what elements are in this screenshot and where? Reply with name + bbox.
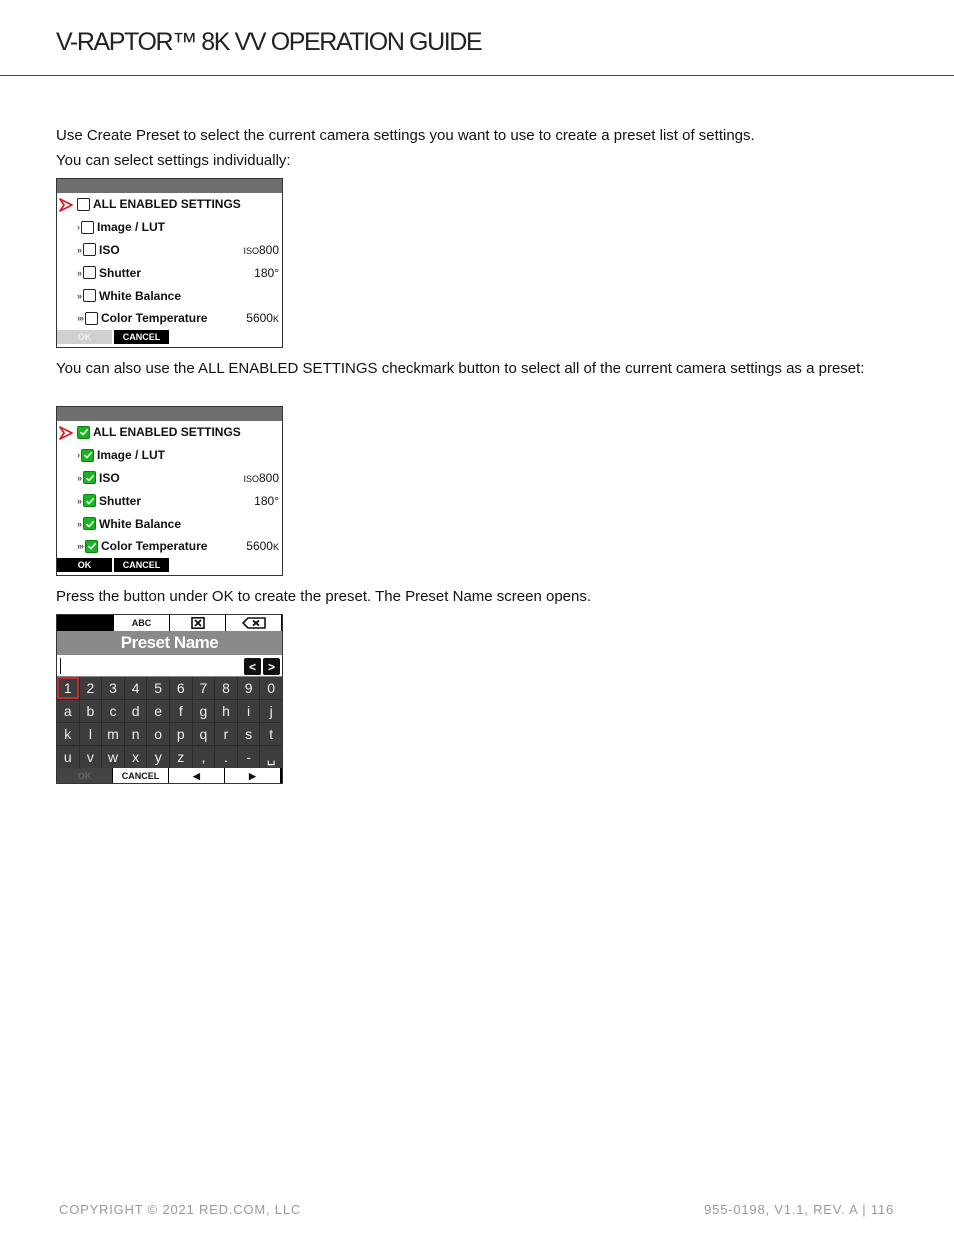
setting-row[interactable] bbox=[57, 421, 282, 444]
keyboard-key[interactable]: f bbox=[170, 700, 192, 722]
preset-name-input[interactable] bbox=[57, 655, 282, 677]
keyboard-key[interactable]: - bbox=[238, 746, 260, 768]
setting-value: 5600K bbox=[246, 311, 279, 326]
ok-button[interactable]: OK bbox=[57, 330, 112, 344]
arrow-right-button[interactable]: ▶ bbox=[225, 768, 280, 784]
keyboard-key[interactable]: d bbox=[125, 700, 147, 722]
keyboard-key[interactable]: 3 bbox=[102, 677, 124, 699]
keyboard-key[interactable]: 8 bbox=[215, 677, 237, 699]
keyboard-key[interactable]: p bbox=[170, 723, 192, 745]
checkmark-icon bbox=[87, 541, 97, 551]
indent-chevron-icon: › bbox=[77, 450, 79, 461]
keyboard-key[interactable]: l bbox=[80, 723, 102, 745]
keyboard-key[interactable]: 5 bbox=[147, 677, 169, 699]
keyboard-top-bar bbox=[57, 615, 282, 631]
setting-value: 5600K bbox=[246, 539, 279, 554]
abc-button[interactable]: ABC bbox=[114, 615, 169, 631]
keyboard-key[interactable]: z bbox=[170, 746, 192, 768]
keyboard-key[interactable]: y bbox=[147, 746, 169, 768]
setting-row[interactable] bbox=[57, 284, 282, 307]
cancel-button[interactable]: CANCEL bbox=[114, 558, 169, 572]
keyboard-key[interactable]: k bbox=[57, 723, 79, 745]
setting-checkbox[interactable] bbox=[83, 266, 96, 279]
indent-chevron-icon: ››› bbox=[77, 541, 83, 552]
screen-top-bar bbox=[57, 407, 282, 421]
setting-checkbox[interactable] bbox=[83, 517, 96, 530]
indent-chevron-icon: ››› bbox=[77, 313, 83, 324]
setting-row[interactable] bbox=[57, 467, 282, 490]
footer-copyright: COPYRIGHT © 2021 RED.COM, LLC bbox=[59, 1202, 302, 1217]
keyboard-key[interactable]: 0 bbox=[260, 677, 282, 699]
cancel-button[interactable]: CANCEL bbox=[113, 768, 168, 784]
clear-button[interactable] bbox=[170, 615, 225, 631]
indent-chevron-icon: ›› bbox=[77, 267, 81, 278]
intro-paragraph: Use Create Preset to select the current camera settings you want to use to create a preset list of settings. bbox=[56, 127, 755, 144]
checkmark-icon bbox=[85, 496, 95, 506]
setting-value: ISO800 bbox=[243, 242, 279, 257]
setting-checkbox[interactable] bbox=[81, 449, 94, 462]
indent-chevron-icon: ›› bbox=[77, 495, 81, 506]
keyboard-key[interactable]: ␣ bbox=[260, 746, 282, 768]
setting-checkbox[interactable] bbox=[85, 312, 98, 325]
checkmark-icon bbox=[83, 450, 93, 460]
arrow-left-button[interactable]: ◀ bbox=[169, 768, 224, 784]
setting-label: Shutter bbox=[99, 265, 141, 280]
backspace-icon bbox=[242, 617, 266, 629]
create-preset-screen-individual bbox=[56, 178, 283, 348]
setting-value: 180° bbox=[254, 265, 279, 280]
setting-checkbox[interactable] bbox=[77, 198, 90, 211]
cursor-left-button[interactable]: < bbox=[244, 658, 261, 675]
keyboard-key[interactable]: e bbox=[147, 700, 169, 722]
keyboard-key[interactable]: . bbox=[215, 746, 237, 768]
all-enabled-paragraph: You can also use the ALL ENABLED SETTINGS checkmark button to select all of the current camera settings as a preset: bbox=[56, 360, 865, 377]
keyboard-key[interactable]: w bbox=[102, 746, 124, 768]
setting-row[interactable] bbox=[57, 239, 282, 262]
setting-label: ISO bbox=[99, 242, 120, 257]
preset-name-screen bbox=[56, 614, 283, 784]
setting-label: ISO bbox=[99, 470, 120, 485]
screen-bottom-bar bbox=[57, 558, 282, 572]
keyboard-key[interactable]: a bbox=[57, 700, 79, 722]
setting-checkbox[interactable] bbox=[83, 289, 96, 302]
keyboard-key[interactable]: 2 bbox=[80, 677, 102, 699]
setting-checkbox[interactable] bbox=[81, 221, 94, 234]
cancel-button[interactable]: CANCEL bbox=[114, 330, 169, 344]
indent-chevron-icon: ›› bbox=[77, 518, 81, 529]
setting-label: Image / LUT bbox=[97, 220, 166, 235]
keyboard-key[interactable]: 1 bbox=[57, 677, 79, 699]
footer-doc-info: 955-0198, V1.1, REV. A | 116 bbox=[704, 1202, 894, 1217]
backspace-button[interactable] bbox=[226, 615, 281, 631]
keyboard-key[interactable]: b bbox=[80, 700, 102, 722]
setting-label: White Balance bbox=[99, 516, 182, 531]
setting-row[interactable] bbox=[57, 216, 282, 239]
checkmark-icon bbox=[79, 427, 89, 437]
ok-button[interactable]: OK bbox=[57, 558, 112, 572]
indent-chevron-icon: ›› bbox=[77, 290, 81, 301]
setting-row[interactable] bbox=[57, 489, 282, 512]
keyboard-key[interactable]: m bbox=[102, 723, 124, 745]
setting-label: ALL ENABLED SETTINGS bbox=[93, 197, 241, 212]
setting-row[interactable] bbox=[57, 444, 282, 467]
setting-checkbox[interactable] bbox=[83, 494, 96, 507]
keyboard-key[interactable]: 4 bbox=[125, 677, 147, 699]
selection-pointer-icon bbox=[59, 426, 73, 440]
keyboard-key[interactable]: v bbox=[80, 746, 102, 768]
setting-row[interactable] bbox=[57, 193, 282, 216]
setting-label: Image / LUT bbox=[97, 448, 166, 463]
preset-name-title: Preset Name bbox=[57, 631, 282, 655]
selection-pointer-icon bbox=[59, 198, 73, 212]
setting-checkbox[interactable] bbox=[85, 540, 98, 553]
checkmark-icon bbox=[85, 519, 95, 529]
checkmark-icon bbox=[85, 473, 95, 483]
keyboard-keys bbox=[57, 677, 282, 768]
setting-label: White Balance bbox=[99, 288, 182, 303]
setting-value: 180° bbox=[254, 493, 279, 508]
individual-paragraph: You can select settings individually: bbox=[56, 152, 291, 169]
page-title: V-RAPTOR™ 8K VV OPERATION GUIDE bbox=[56, 28, 482, 56]
setting-row[interactable] bbox=[57, 535, 282, 558]
ok-button[interactable]: OK bbox=[57, 768, 112, 784]
setting-row[interactable] bbox=[57, 307, 282, 330]
setting-label: ALL ENABLED SETTINGS bbox=[93, 425, 241, 440]
setting-checkbox[interactable] bbox=[77, 426, 90, 439]
keyboard-key[interactable]: t bbox=[260, 723, 282, 745]
cursor-right-button[interactable]: > bbox=[263, 658, 280, 675]
setting-row[interactable] bbox=[57, 261, 282, 284]
indent-chevron-icon: › bbox=[77, 222, 79, 233]
setting-label: Color Temperature bbox=[101, 311, 208, 326]
keyboard-key[interactable]: c bbox=[102, 700, 124, 722]
setting-checkbox[interactable] bbox=[83, 471, 96, 484]
keyboard-key[interactable]: 7 bbox=[193, 677, 215, 699]
indent-chevron-icon: ›› bbox=[77, 244, 81, 255]
header-rule bbox=[0, 75, 954, 76]
indent-chevron-icon: ›› bbox=[77, 472, 81, 483]
setting-label: Shutter bbox=[99, 493, 141, 508]
setting-value: ISO800 bbox=[243, 470, 279, 485]
create-preset-screen-all bbox=[56, 406, 283, 576]
screen-top-bar bbox=[57, 179, 282, 193]
text-cursor bbox=[60, 658, 61, 674]
setting-checkbox[interactable] bbox=[83, 243, 96, 256]
keyboard-key[interactable]: q bbox=[193, 723, 215, 745]
keyboard-key[interactable]: i bbox=[238, 700, 260, 722]
clear-icon bbox=[191, 617, 205, 629]
screen-bottom-bar bbox=[57, 330, 282, 344]
keyboard-key[interactable]: j bbox=[260, 700, 282, 722]
keyboard-key[interactable]: 9 bbox=[238, 677, 260, 699]
setting-row[interactable] bbox=[57, 512, 282, 535]
keyboard-key[interactable]: u bbox=[57, 746, 79, 768]
setting-label: Color Temperature bbox=[101, 539, 208, 554]
press-ok-paragraph: Press the button under OK to create the preset. The Preset Name screen opens. bbox=[56, 588, 592, 605]
keyboard-key[interactable]: n bbox=[125, 723, 147, 745]
keyboard-key[interactable]: r bbox=[215, 723, 237, 745]
keyboard-bottom-bar bbox=[57, 768, 282, 784]
keyboard-key[interactable]: x bbox=[125, 746, 147, 768]
keyboard-key[interactable]: g bbox=[193, 700, 215, 722]
keyboard-key[interactable]: 6 bbox=[170, 677, 192, 699]
keyboard-key[interactable]: s bbox=[238, 723, 260, 745]
keyboard-key[interactable]: h bbox=[215, 700, 237, 722]
keyboard-key[interactable]: , bbox=[193, 746, 215, 768]
keyboard-key[interactable]: o bbox=[147, 723, 169, 745]
